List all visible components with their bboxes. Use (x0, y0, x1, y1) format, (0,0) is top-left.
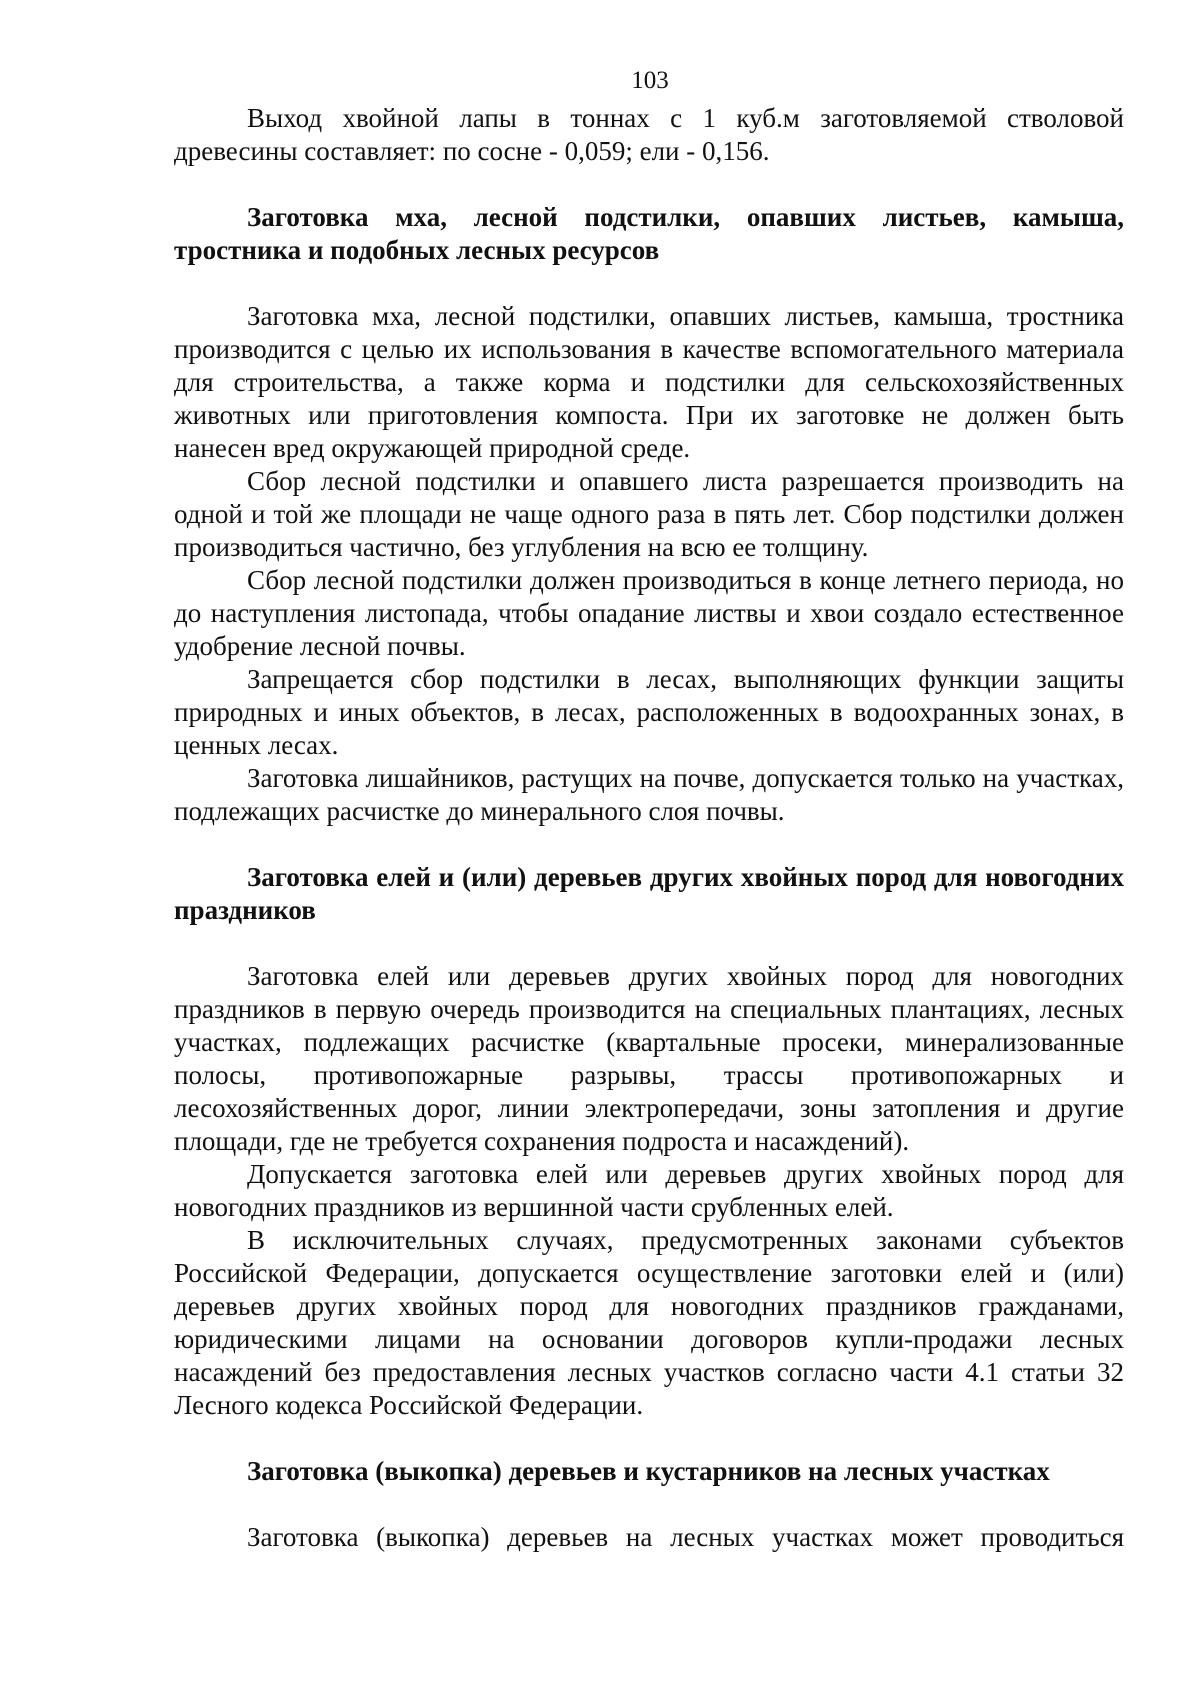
section-heading-digging: Заготовка (выкопка) деревьев и кустарников на лесных участках (247, 1456, 1050, 1486)
paragraph: В исключительных случаях, предусмотренных законами субъектов Российской Федерации, допускается осуществление заготовки елей и (или) деревьев других хвойных пород для новогодних праздников гражданами, юридическими лицами на основании договоров купли-продажи лесных насаждений без предоставления лесных участков согласно части 4.1 статьи 32 Лесного кодекса Российской Федерации. (174, 1225, 1124, 1420)
page-number: 103 (631, 67, 669, 94)
paragraph: Запрещается сбор подстилки в лесах, выполняющих функции защиты природных и иных объектов, в лесах, расположенных в водоохранных зонах, в ценных лесах. (174, 664, 1124, 760)
paragraph: Сбор лесной подстилки должен производиться в конце летнего периода, но до наступления листопада, чтобы опадание листвы и хвои создало естественное удобрение лесной почвы. (174, 565, 1124, 661)
paragraph: Заготовка лишайников, растущих на почве, допускается только на участках, подлежащих расчистке до минерального слоя почвы. (174, 763, 1124, 826)
paragraph: Допускается заготовка елей или деревьев других хвойных пород для новогодних праздников из вершинной части срубленных елей. (174, 1159, 1124, 1222)
document-page (174, 66, 1124, 1554)
paragraph: Заготовка елей или деревьев других хвойных пород для новогодних праздников в первую очередь производится на специальных плантациях, лесных участках, подлежащих расчистке (квартальные просеки, минерализованные полосы, противопожарные разрывы, трассы противопожарных и лесохозяйственных дорог, линии электропередачи, зоны затопления и другие площади, где не требуется сохранения подроста и насаждений). (174, 961, 1124, 1156)
paragraph: Заготовка мха, лесной подстилки, опавших листьев, камыша, тростника производится с целью их использования в качестве вспомогательного материала для строительства, а также корма и подстилки для сельскохозяйственных животных или приготовления компоста. При их заготовке не должен быть нанесен вред окружающей природной среде. (174, 301, 1124, 463)
paragraph: Заготовка (выкопка) деревьев на лесных участках может проводиться (247, 1522, 1124, 1552)
intro-paragraph: Выход хвойной лапы в тоннах с 1 куб.м заготовляемой стволовой древесины составляет: по сосне - 0,059; ели - 0,156. (174, 103, 1124, 166)
section-heading-spruce: Заготовка елей и (или) деревьев других хвойных пород для новогодних праздников (174, 862, 1124, 925)
paragraph: Сбор лесной подстилки и опавшего листа разрешается производить на одной и той же площади не чаще одного раза в пять лет. Сбор подстилки должен производиться частично, без углубления на всю ее толщину. (174, 466, 1124, 562)
section-heading-moss: Заготовка мха, лесной подстилки, опавших листьев, камыша, тростника и подобных лесных ресурсов (174, 202, 1124, 265)
